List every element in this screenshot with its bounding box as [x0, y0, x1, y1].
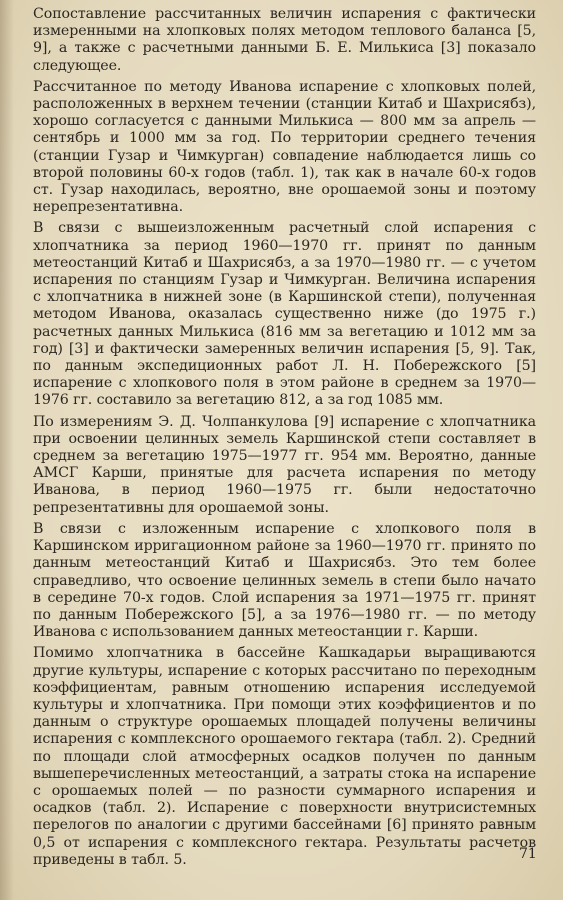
paragraph-1: Сопоставление рассчитанных величин испарения с фактически измеренными на хлопковых полях методом теплового баланса [5, 9], а также с расчетными данными Б. Е. Милькиса [3] показало следующее. [33, 6, 536, 74]
paragraph-3: В связи с вышеизложенным расчетный слой испарения с хлопчатника за период 1960—1970 гг. принят по данным метеостанций Китаб и Шахрисябз, а за 1970—1980 гг. — с учетом испарения по станциям Гузар и Чимкурган. Величина испарения с хлопчатника в нижней зоне (в Каршинской степи), полученная методом Иванова, оказалась существенно ниже (до 1975 г.) расчетных данных Милькиса (816 мм за вегетацию и 1012 мм за год) [3] и фактически замеренных величин испарения [5, 9]. Так, по данным экспедиционных работ Л. Н. Побережского [5] испарение с хлопкового поля в этом районе в среднем за 1970—1976 гг. составило за вегетацию 812, а за год 1085 мм. [33, 220, 536, 409]
paragraph-2: Рассчитанное по методу Иванова испарение с хлопковых полей, расположенных в верхнем течении (станции Китаб и Шахрисябз), хорошо согласуется с данными Милькиса — 800 мм за апрель — сентябрь и 1000 мм за год. По территории среднего течения (станции Гузар и Чимкурган) совпадение наблюдается лишь со второй половины 60-х годов (табл. 1), так как в начале 60-х годов ст. Гузар находилась, вероятно, вне орошаемой зоны и поэтому нерепрезентативна. [33, 78, 536, 216]
page-number: 71 [519, 846, 537, 862]
paragraph-4: По измерениям Э. Д. Чолпанкулова [9] испарение с хлопчатника при освоении целинных земель Каршинской степи составляет в среднем за вегетацию 1975—1977 гг. 954 мм. Вероятно, данные АМСГ Карши, принятые для расчета испарения по методу Иванова, в период 1960—1975 гг. были недостаточно репрезентативны для орошаемой зоны. [33, 413, 536, 516]
body-text [33, 6, 536, 873]
paragraph-5: В связи с изложенным испарение с хлопкового поля в Каршинском ирригационном районе за 1960—1970 гг. принято по данным метеостанций Китаб и Шахрисябз. Это тем более справедливо, что освоение целинных земель в степи было начато в середине 70-х годов. Слой испарения за 1971—1975 гг. принят по данным Побережского [5], а за 1976—1980 гг. — по методу Иванова с использованием данных метеостанции г. Карши. [33, 520, 536, 641]
paragraph-6: Помимо хлопчатника в бассейне Кашкадарьи выращиваются другие культуры, испарение с которых рассчитано по переходным коэффициентам, равным отношению испарения исследуемой культуры и хлопчатника. При помощи этих коэффициентов и по данным о структуре орошаемых площадей получены величины испарения с комплексного орошаемого гектара (табл. 2). Средний по площади слой атмосферных осадков получен по данным вышеперечисленных метеостанций, а затраты стока на испарение с орошаемых полей — по разности суммарного испарения и осадков (табл. 2). Испарение с поверхности внутрисистемных перелогов по аналогии с другими бассейнами [6] принято равным 0,5 от испарения с комплексного гектара. Результаты расчетов приведены в табл. 5. [33, 645, 536, 868]
